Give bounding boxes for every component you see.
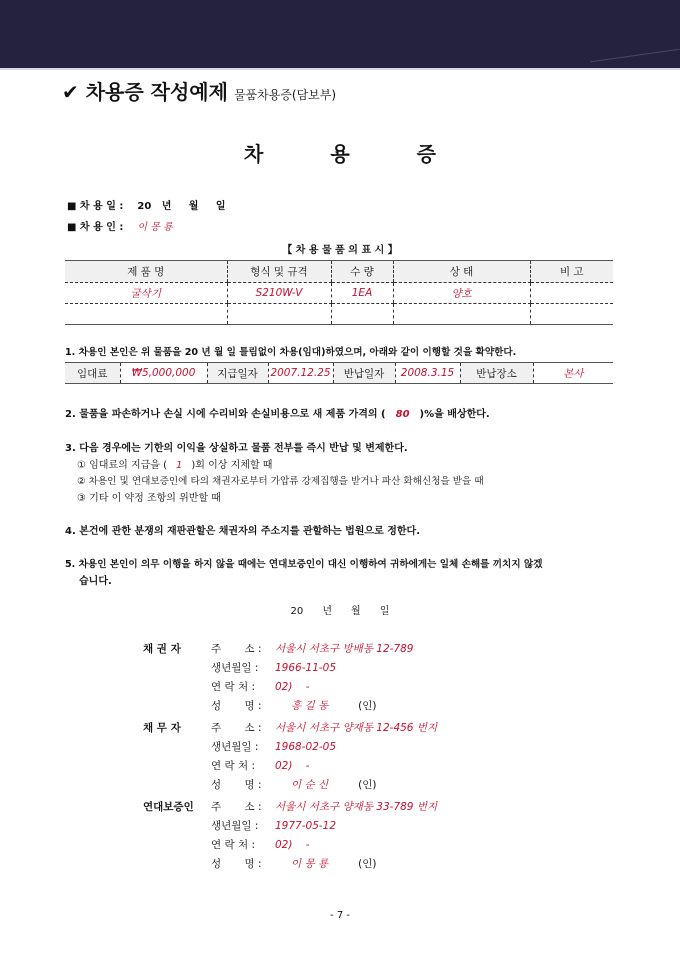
field-label: 연 락 처 : (211, 760, 255, 772)
field-value: 이 순 신 (291, 779, 329, 791)
field-value: 1968-02-05 (275, 741, 337, 753)
field-label: 주 소 : (211, 801, 262, 813)
sub-text: ① 임대료의 지급을 ( (77, 460, 168, 471)
table-cell (530, 283, 613, 304)
field-label: 연 락 처 : (211, 839, 255, 851)
borrower-label: ■ 차 용 인 : (67, 222, 124, 233)
items-table (65, 260, 613, 325)
party-field-row (143, 818, 336, 833)
table-row (65, 363, 613, 384)
party-field-row (143, 720, 437, 735)
return-place-value: 본사 (533, 363, 613, 384)
date-line: 20 년 월 일 (290, 606, 390, 617)
seal-mark: (인) (358, 858, 377, 870)
borrow-date-label: ■ 차 용 일 : (67, 201, 124, 212)
clause-3-sub-2: ② 차용인 및 연대보증인에 타의 채권자로부터 가압류 강제집행을 받거나 파산 화해신청을 받을 때 (77, 476, 484, 487)
party-field-row (143, 777, 376, 792)
clause-2-text: 2. 물품을 파손하거나 손실 시에 수리비와 손실비용으로 새 제품 가격의 ( (65, 409, 386, 420)
heading-title: 차용증 작성예제 (85, 80, 228, 104)
return-date-value: 2008.3.15 (395, 363, 460, 384)
field-label: 성 명 : (211, 700, 262, 712)
party-field-row (143, 739, 336, 754)
field-value: 홍 길 동 (291, 700, 329, 712)
clause-1: 1. 차용인 본인은 위 물품을 20 년 월 일 틀림없이 차용(임대)하였으며, 아래와 같이 이행할 것을 확약한다. (65, 347, 517, 358)
borrower-row (67, 218, 173, 233)
party-field-row (143, 856, 376, 871)
table-cell: 굴삭기 (65, 283, 227, 304)
clause-3-sub-3: ③ 기타 이 약정 조항의 위반할 때 (77, 493, 221, 504)
return-date-label: 반납일자 (333, 363, 395, 384)
field-value: 02) - (275, 839, 310, 851)
table-cell: 양호 (393, 283, 530, 304)
field-value: 1966-11-05 (275, 662, 337, 674)
field-value: 02) - (275, 760, 310, 772)
party-role: 채 권 자 (143, 643, 181, 655)
return-place-label: 반납장소 (460, 363, 533, 384)
field-value: 1977-05-12 (275, 820, 337, 832)
heading-subtitle: 물품차용증(담보부) (233, 88, 337, 102)
payment-date-label: 지급일자 (207, 363, 268, 384)
clause-4: 4. 본건에 관한 분쟁의 재판관할은 채권자의 주소지를 관할하는 법원으로 정한다. (65, 526, 421, 537)
sub-value: 1 (176, 460, 183, 471)
table-cell: S210W-V (227, 283, 331, 304)
table-row (65, 304, 613, 325)
rent-value: ₩5,000,000 (120, 363, 207, 384)
borrower-value: 이 몽 룡 (137, 222, 173, 233)
table-cell (227, 304, 331, 325)
field-label: 생년월일 : (211, 662, 259, 674)
header-band (0, 0, 680, 70)
clause-5-cont: 습니다. (79, 576, 112, 587)
field-label: 생년월일 : (211, 820, 259, 832)
table-cell (331, 304, 393, 325)
rent-label: 임대료 (65, 363, 120, 384)
party-field-row (143, 758, 310, 773)
party-field-row (143, 799, 437, 814)
party-field-row (143, 641, 414, 656)
field-label: 성 명 : (211, 858, 262, 870)
document-title: 차 용 증 (244, 142, 466, 166)
party-field-row (143, 679, 310, 694)
table-cell (393, 304, 530, 325)
seal-mark: (인) (358, 700, 377, 712)
col-header: 상 태 (393, 261, 530, 283)
party-role: 채 무 자 (143, 722, 181, 734)
col-header: 수 량 (331, 261, 393, 283)
page-heading (62, 76, 336, 105)
field-value: 서울시 서초구 양재동 12-456 번지 (275, 722, 438, 734)
party-field-row (143, 698, 376, 713)
borrow-date-value: 20 년 월 일 (137, 201, 226, 212)
field-label: 주 소 : (211, 643, 262, 655)
clause-3: 3. 다음 경우에는 기한의 이익을 상실하고 물품 전부를 즉시 반납 및 변제한다. (65, 443, 408, 454)
field-value: 02) - (275, 681, 310, 693)
party-field-row (143, 660, 336, 675)
seal-mark: (인) (358, 779, 377, 791)
clause-3-sub-1 (77, 456, 272, 471)
field-label: 주 소 : (211, 722, 262, 734)
party-field-row (143, 837, 310, 852)
clause-2-text-end: )%을 배상한다. (419, 409, 490, 420)
borrow-date-row (67, 197, 226, 212)
field-label: 성 명 : (211, 779, 262, 791)
check-icon: ✔ (62, 80, 79, 104)
clause-2-percent: 80 (395, 409, 410, 420)
col-header: 비 고 (530, 261, 613, 283)
clause-2 (65, 405, 490, 420)
field-label: 연 락 처 : (211, 681, 255, 693)
table-cell (65, 304, 227, 325)
page-number: - 7 - (330, 910, 350, 921)
field-value: 서울시 서초구 양재동 33-789 번지 (275, 801, 438, 813)
sub-text-end: )회 이상 지체할 때 (191, 460, 273, 471)
col-header: 제 품 명 (65, 261, 227, 283)
items-header-row (65, 261, 613, 283)
rent-table (65, 362, 613, 384)
decorative-streak (590, 49, 679, 63)
party-role: 연대보증인 (143, 801, 194, 813)
field-label: 생년월일 : (211, 741, 259, 753)
table-cell (530, 304, 613, 325)
field-value: 이 몽 룡 (291, 858, 329, 870)
payment-date-value: 2007.12.25 (268, 363, 333, 384)
field-value: 서울시 서초구 방배동 12-789 (275, 643, 414, 655)
table-cell: 1EA (331, 283, 393, 304)
col-header: 형식 및 규격 (227, 261, 331, 283)
clause-5: 5. 차용인 본인이 의무 이행을 하지 않을 때에는 연대보증인이 대신 이행하여 귀하에게는 일체 손해를 끼치지 않겠 (65, 559, 543, 570)
items-caption: 【 차 용 물 품 의 표 시 】 (282, 245, 398, 256)
table-row (65, 283, 613, 304)
